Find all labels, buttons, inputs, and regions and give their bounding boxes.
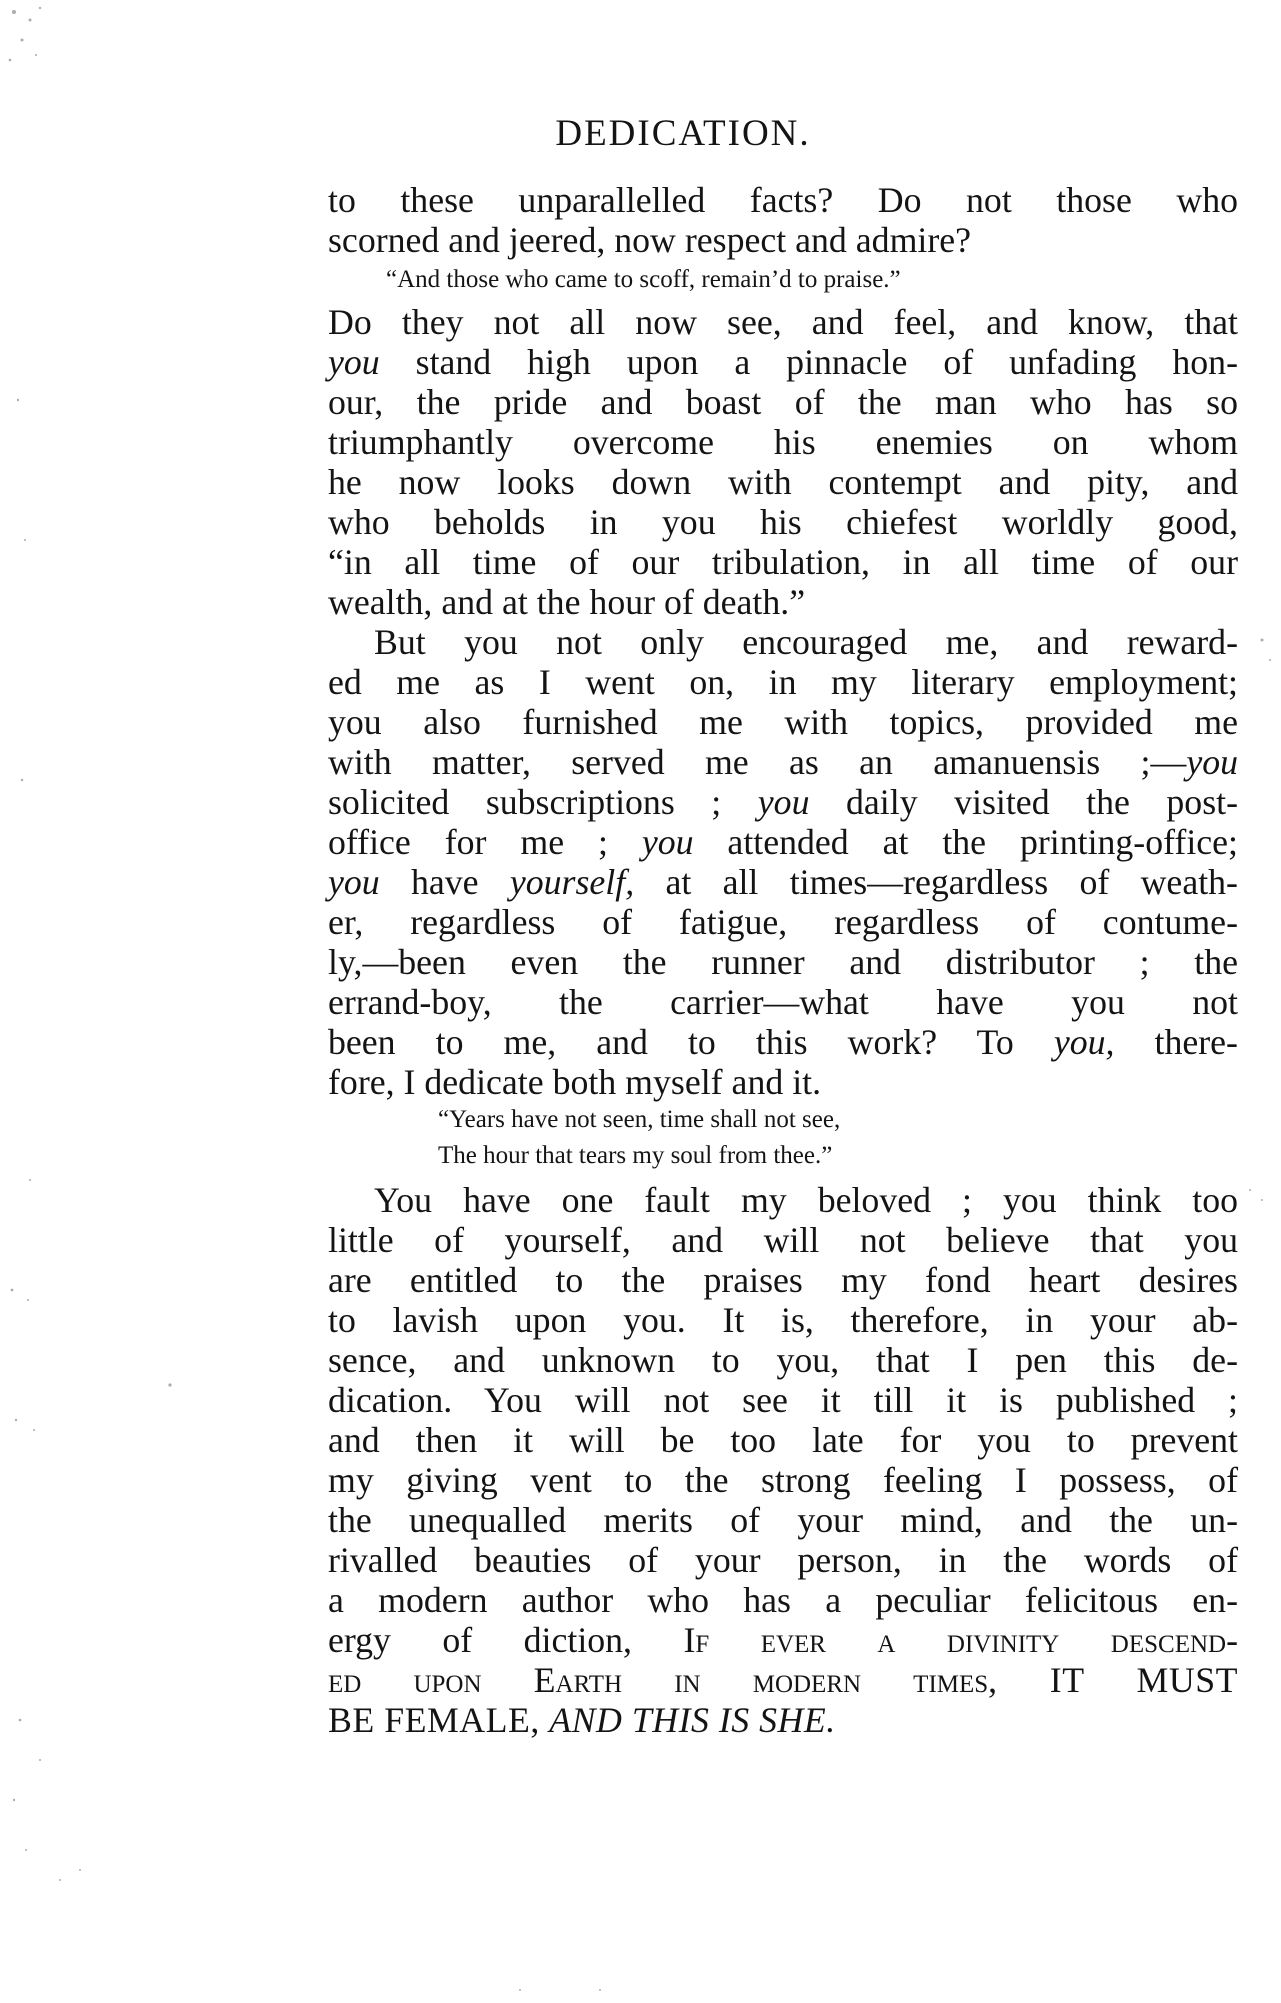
body-text — [328, 180, 1238, 1740]
text-line — [328, 862, 1238, 902]
text-line: he now looks down with contempt and pity, and — [328, 462, 1238, 502]
text-line: wealth, and at the hour of death.” — [328, 582, 806, 622]
text-line: dication. You will not see it till it is published ; — [328, 1380, 1238, 1420]
verse-quote-line: “Years have not seen, time shall not see, — [438, 1106, 841, 1133]
text-line: Do they not all now see, and feel, and know, that — [328, 302, 1238, 342]
text-run: have — [379, 862, 510, 902]
italic-word: you — [328, 342, 380, 382]
text-run: ergy of diction, — [328, 1620, 684, 1660]
text-line: little of yourself, and will not believe that you — [328, 1220, 1238, 1260]
text-line: the unequalled merits of your mind, and the un- — [328, 1500, 1238, 1540]
text-line: our, the pride and boast of the man who has so — [328, 382, 1238, 422]
text-line — [328, 1022, 1238, 1062]
text-line: But you not only encouraged me, and reward- — [374, 622, 1238, 662]
text-line: rivalled beauties of your person, in the words of — [328, 1540, 1238, 1580]
italic-word: you — [1186, 742, 1238, 782]
verse-quote-line: The hour that tears my soul from thee.” — [438, 1142, 833, 1169]
text-line — [328, 1700, 1238, 1740]
text-line: You have one fault my beloved ; you think too — [374, 1180, 1238, 1220]
text-line: you also furnished me with topics, provided me — [328, 702, 1238, 742]
text-line — [328, 822, 1238, 862]
text-line — [328, 1620, 1238, 1660]
text-run: with matter, served me as an amanuensis ;— — [328, 742, 1187, 782]
text-line: “in all time of our tribulation, in all time of our — [328, 542, 1238, 582]
text-line: my giving vent to the strong feeling I possess, of — [328, 1460, 1238, 1500]
text-line: errand-boy, the carrier—what have you not — [328, 982, 1238, 1022]
italic-word: you — [641, 822, 694, 862]
text-run: been to me, and to this work? To — [328, 1022, 1054, 1062]
text-line: scorned and jeered, now respect and admire? — [328, 220, 972, 260]
text-run: attended at the printing-office; — [693, 822, 1238, 862]
text-line: er, regardless of fatigue, regardless of contume- — [328, 902, 1238, 942]
italic-word: yourself, — [509, 862, 635, 902]
text-run: daily visited the post- — [809, 782, 1239, 822]
text-run: stand high upon a pinnacle of unfading hon- — [379, 342, 1238, 382]
text-line: to these unparallelled facts? Do not those who — [328, 180, 1238, 220]
text-run: IT MUST — [997, 1660, 1238, 1700]
text-line: who beholds in you his chiefest worldly good, — [328, 502, 1238, 542]
italic-caps-run: AND THIS IS SHE. — [549, 1700, 836, 1740]
text-run: BE FEMALE, — [328, 1700, 550, 1740]
italic-word: you, — [1053, 1022, 1115, 1062]
text-line: a modern author who has a peculiar felicitous en- — [328, 1580, 1238, 1620]
epigraph-quote: “And those who came to scoff, remain’d to praise.” — [386, 266, 901, 293]
text-run: solicited subscriptions ; — [328, 782, 758, 822]
small-caps-run: If ever a divinity descend- — [683, 1620, 1238, 1660]
running-head: DEDICATION. — [555, 113, 811, 154]
text-line: sence, and unknown to you, that I pen this de- — [328, 1340, 1238, 1380]
text-line: to lavish upon you. It is, therefore, in your ab- — [328, 1300, 1238, 1340]
text-line — [328, 742, 1238, 782]
italic-word: you — [328, 862, 380, 902]
text-line: fore, I dedicate both myself and it. — [328, 1062, 822, 1102]
text-line: and then it will be too late for you to prevent — [328, 1420, 1238, 1460]
text-run: at all times—regardless of weath- — [634, 862, 1238, 902]
text-line: triumphantly overcome his enemies on whom — [328, 422, 1238, 462]
text-run: office for me ; — [328, 822, 642, 862]
text-line: ly,—been even the runner and distributor ; the — [328, 942, 1238, 982]
text-line — [328, 782, 1238, 822]
text-line — [328, 342, 1238, 382]
text-line: are entitled to the praises my fond heart desires — [328, 1260, 1238, 1300]
small-caps-run: ed upon Earth in modern times, — [328, 1660, 998, 1700]
text-line — [328, 1660, 1238, 1700]
text-run: there- — [1114, 1022, 1238, 1062]
italic-word: you — [757, 782, 810, 822]
text-line: ed me as I went on, in my literary employment; — [328, 662, 1238, 702]
